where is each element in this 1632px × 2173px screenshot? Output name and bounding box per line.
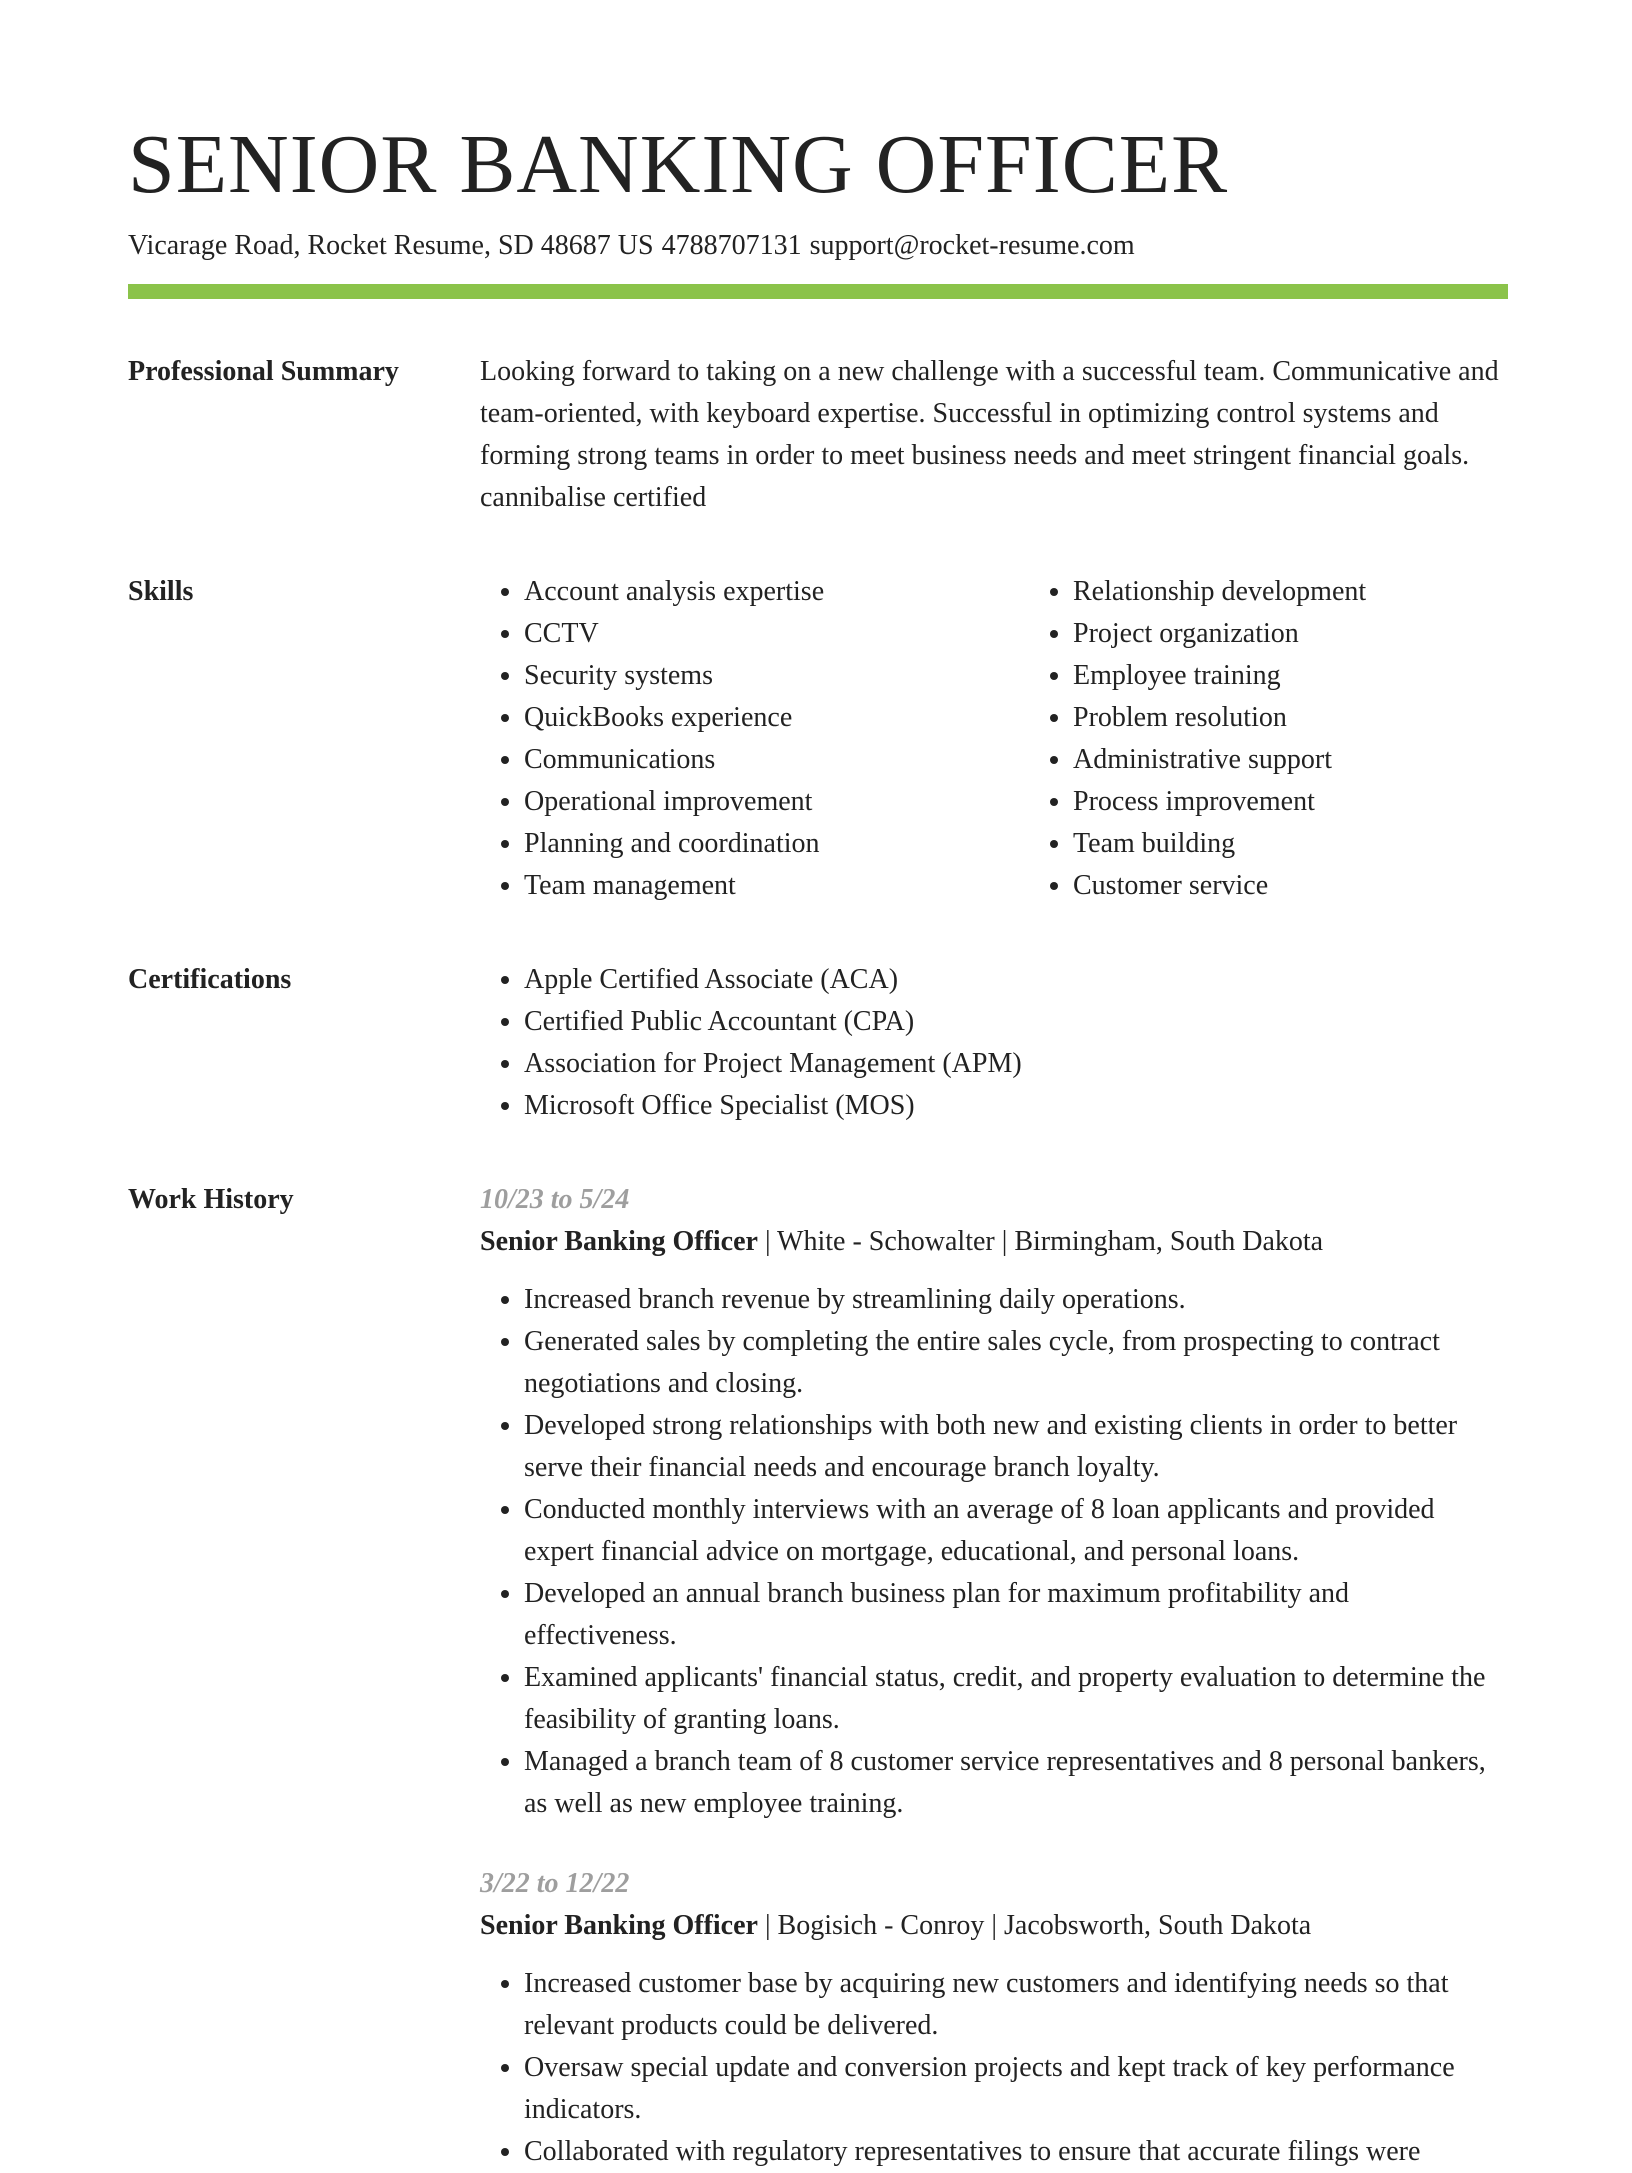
skill-item: • Team building xyxy=(1073,823,1578,865)
job-dates: 10/23 to 5/24 xyxy=(480,1184,630,1216)
resume-name: SENIOR BANKING OFFICER xyxy=(128,118,1229,211)
job-bullet: • Oversaw special update and conversion projects and kept track of key performance indicators. xyxy=(524,2047,1508,2131)
resume-page xyxy=(128,118,1508,2173)
skill-item: • Account analysis expertise xyxy=(524,571,1029,613)
job-bullet: • Collaborated with regulatory representatives to ensure that accurate filings were xyxy=(524,2131,1508,2173)
job-bullet: • Developed an annual branch business plan for maximum profitability and effectiveness. xyxy=(524,1573,1508,1657)
certifications-heading: Certifications xyxy=(128,964,292,996)
certification-item: • Microsoft Office Specialist (MOS) xyxy=(524,1085,1508,1127)
skill-item: • Planning and coordination xyxy=(524,823,1029,865)
skills-list-left xyxy=(480,571,1029,907)
summary-heading: Professional Summary xyxy=(128,356,399,388)
skill-item: • Problem resolution xyxy=(1073,697,1578,739)
job-title: Senior Banking Officer xyxy=(480,1910,758,1942)
skill-item: • Team management xyxy=(524,865,1029,907)
job-bullets xyxy=(480,1963,1508,2173)
certification-item: • Apple Certified Associate (ACA) xyxy=(524,959,1508,1001)
job-bullet: • Conducted monthly interviews with an average of 8 loan applicants and provided expert financial advice on mortgage, educational, and personal loans. xyxy=(524,1489,1508,1573)
job-title-line xyxy=(480,1221,1508,1263)
skills-heading: Skills xyxy=(128,576,194,608)
skill-item: • Communications xyxy=(524,739,1029,781)
job-bullet: • Developed strong relationships with both new and existing clients in order to better serve their financial needs and encourage branch loyalty. xyxy=(524,1405,1508,1489)
skill-item: • Security systems xyxy=(524,655,1029,697)
job-bullet: • Increased customer base by acquiring new customers and identifying needs so that relevant products could be delivered. xyxy=(524,1963,1508,2047)
summary-text: Looking forward to taking on a new challenge with a successful team. Communicative and team-oriented, with keyboard expertise. Successful in optimizing control systems and forming strong teams in order to meet business needs and meet stringent financial goals. cannibalise certified xyxy=(480,356,1499,514)
contact-line xyxy=(128,228,1508,264)
skill-item: • Relationship development xyxy=(1073,571,1578,613)
contact-email: support@rocket-resume.com xyxy=(809,230,1135,262)
job-bullet: • Managed a branch team of 8 customer service representatives and 8 personal bankers, as well as new employee training. xyxy=(524,1741,1508,1825)
summary-section xyxy=(128,351,1508,519)
job-entry xyxy=(480,1179,1508,1825)
job-bullets xyxy=(480,1279,1508,1825)
job-bullet: • Increased branch revenue by streamlining daily operations. xyxy=(524,1279,1508,1321)
job-entry xyxy=(480,1863,1508,2173)
job-details: | Bogisich - Conroy | Jacobsworth, South Dakota xyxy=(757,1910,1312,1942)
job-title: Senior Banking Officer xyxy=(480,1226,758,1258)
work-history-section xyxy=(128,1179,1508,2173)
skill-item: • Project organization xyxy=(1073,613,1578,655)
job-details: | White - Schowalter | Birmingham, South Dakota xyxy=(757,1226,1324,1258)
header-divider xyxy=(128,284,1508,299)
skill-item: • Customer service xyxy=(1073,865,1578,907)
skill-item: • Administrative support xyxy=(1073,739,1578,781)
contact-address: Vicarage Road, Rocket Resume, SD 48687 US xyxy=(128,230,654,262)
certification-item: • Certified Public Accountant (CPA) xyxy=(524,1001,1508,1043)
job-bullet: • Examined applicants' financial status, credit, and property evaluation to determine the feasibility of granting loans. xyxy=(524,1657,1508,1741)
skills-list-right xyxy=(1029,571,1578,907)
certifications-list xyxy=(480,959,1508,1127)
skill-item: • QuickBooks experience xyxy=(524,697,1029,739)
contact-phone: 4788707131 xyxy=(661,230,802,262)
job-bullet: • Generated sales by completing the entire sales cycle, from prospecting to contract negotiations and closing. xyxy=(524,1321,1508,1405)
work-history-heading: Work History xyxy=(128,1184,294,1216)
skills-section xyxy=(128,571,1508,907)
certifications-section xyxy=(128,959,1508,1127)
job-dates: 3/22 to 12/22 xyxy=(480,1868,630,1900)
job-title-line xyxy=(480,1905,1508,1947)
skill-item: • CCTV xyxy=(524,613,1029,655)
skill-item: • Employee training xyxy=(1073,655,1578,697)
skill-item: • Operational improvement xyxy=(524,781,1029,823)
certification-item: • Association for Project Management (APM) xyxy=(524,1043,1508,1085)
skill-item: • Process improvement xyxy=(1073,781,1578,823)
